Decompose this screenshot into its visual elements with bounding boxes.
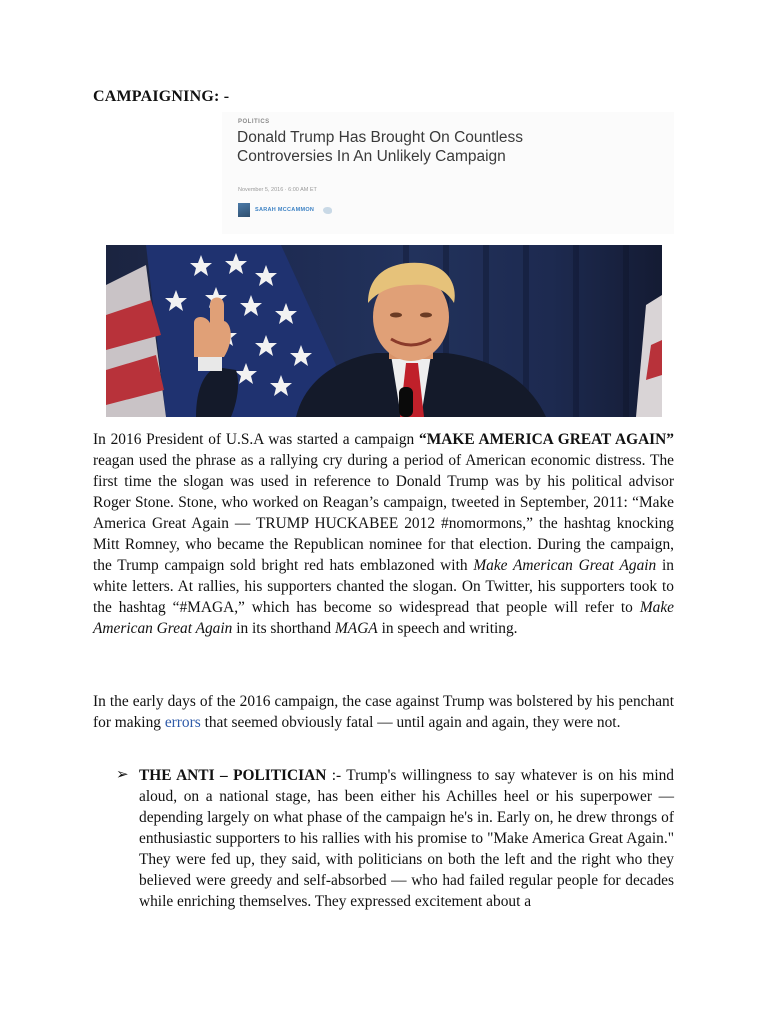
errors-link[interactable]: errors bbox=[164, 714, 201, 731]
paragraph-errors bbox=[93, 691, 674, 733]
p1-text-5: in speech and writing. bbox=[377, 620, 518, 637]
slogan: “MAKE AMERICA GREAT AGAIN” bbox=[419, 431, 674, 448]
twitter-icon bbox=[323, 207, 332, 214]
p1-text-1: In 2016 President of U.S.A was started a campaign bbox=[93, 431, 420, 448]
article-kicker: POLITICS bbox=[238, 119, 270, 125]
p1-text-3: in white letters. At rallies, his supporters chanted the slogan. On Twitter, his supporters took to the hashtag “#MAGA,” which has become so widespread that people will refer to bbox=[93, 557, 674, 616]
bullet-body: :- Trump's willingness to say whatever is on his mind aloud, on a national stage, has been either his Achilles heel or his superpower — depending largely on what phase of the campaign he's in. Early on, he drew throngs of enthusiastic supporters to his rallies with his promise to "Make America Great Again." They were fed up, they said, with politicians on both the left and the right who they believed were greedy and self-absorbed — who had failed regular people for decades while enriching themselves. They expressed excitement about a bbox=[139, 767, 674, 910]
author-avatar bbox=[238, 203, 250, 217]
p1-text-4: in its shorthand bbox=[232, 620, 335, 637]
article-byline bbox=[238, 203, 332, 217]
paragraph-intro bbox=[93, 429, 674, 639]
article-title: Donald Trump Has Brought On Countless Controversies In An Unlikely Campaign bbox=[237, 129, 524, 165]
arrow-bullet-icon: ➢ bbox=[116, 767, 129, 783]
p1-italic-1: Make American Great Again bbox=[473, 557, 657, 574]
author-name: SARAH MCCAMMON bbox=[255, 207, 315, 213]
bullet-text bbox=[139, 765, 674, 912]
article-date: November 5, 2016 · 6:00 AM ET bbox=[238, 187, 317, 193]
p1-italic-3: MAGA bbox=[334, 620, 378, 637]
p1-italic-2: Make American Great Again bbox=[93, 599, 674, 637]
section-heading: CAMPAIGNING: - bbox=[93, 88, 230, 105]
p1-text-2: reagan used the phrase as a rallying cry during a period of American economic distress. The first time the slogan was used in reference to Donald Trump was by his political advisor Roger Stone. Stone, who worked on Reagan’s campaign, tweeted in September, 2011: “Make America Great Again — TRUMP HUCKABEE 2012 #nomormons,” the hashtag knocking Mitt Romney, who became the Republican nominee for that election. During the campaign, the Trump campaign sold bright red hats emblazoned with bbox=[93, 452, 674, 574]
article-header-image bbox=[222, 112, 674, 234]
campaign-photo bbox=[106, 245, 662, 417]
p2-text-2: that seemed obviously fatal — until again and again, they were not. bbox=[200, 714, 621, 731]
bullet-title: THE ANTI – POLITICIAN bbox=[139, 767, 327, 784]
photo-illustration bbox=[106, 245, 662, 417]
p2-text-1: In the early days of the 2016 campaign, the case against Trump was bolstered by his penchant for making bbox=[93, 693, 674, 731]
